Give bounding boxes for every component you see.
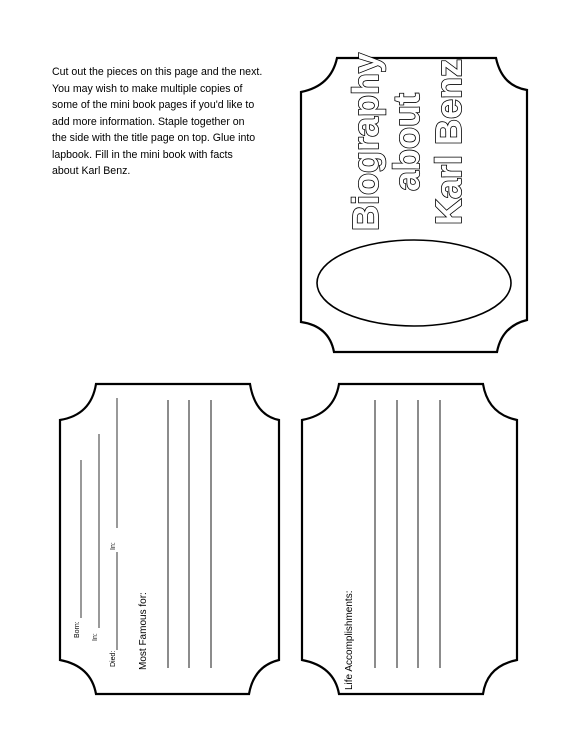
right-page-border <box>302 384 517 694</box>
died-in-label: In: <box>110 542 117 550</box>
left-page-border <box>60 384 279 694</box>
mini-page-right <box>302 384 517 694</box>
most-famous-label: Most Famous for: <box>138 592 149 670</box>
cover-title-line-3: Karl Benz <box>428 58 469 226</box>
cover-title-line-2: about <box>386 93 427 191</box>
cover-title-line-1: Biography <box>345 52 386 232</box>
born-in-label: In: <box>92 633 99 641</box>
instructions-text: Cut out the pieces on this page and the next. You may wish to make multiple copies of some of the mini book pages if you'd like to add more information. Staple together on the side with the title page on top. Glue into lapbook. Fill in the mini book with facts about Karl Benz. <box>52 66 263 177</box>
life-accomplishments-label: Life Accomplishments: <box>344 590 355 690</box>
died-label: Died: <box>110 650 117 667</box>
mini-page-left <box>60 384 279 694</box>
cover-picture-oval <box>317 240 511 326</box>
born-label: Born: <box>74 621 81 638</box>
cover-page <box>301 53 527 352</box>
